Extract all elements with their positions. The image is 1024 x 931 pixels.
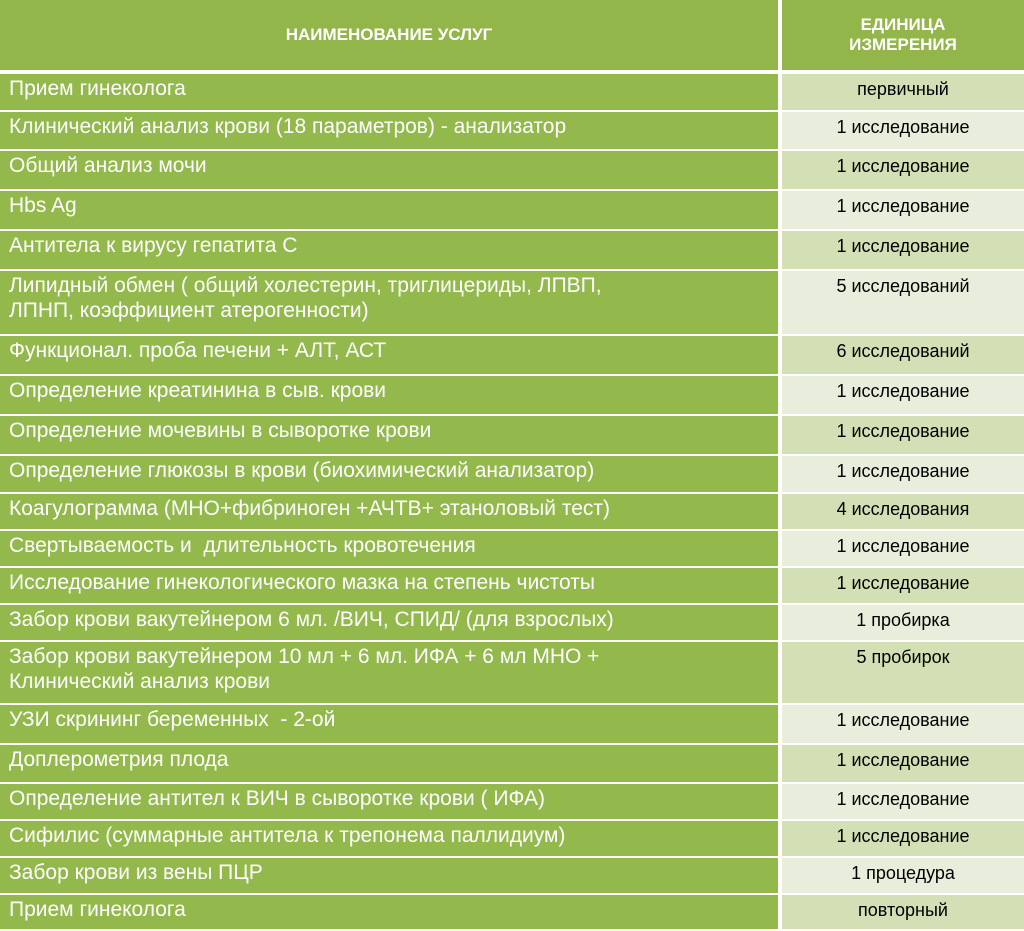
service-name: Доплерометрия плода xyxy=(0,745,782,784)
service-unit: 1 исследование xyxy=(782,191,1024,231)
table-row xyxy=(0,745,1024,784)
table-row xyxy=(0,531,1024,568)
table-row xyxy=(0,112,1024,151)
header-unit xyxy=(782,0,1024,74)
service-name: Свертываемость и длительность кровотечения xyxy=(0,531,782,568)
service-name: Общий анализ мочи xyxy=(0,151,782,191)
service-name: Функционал. проба печени + АЛТ, АСТ xyxy=(0,336,782,376)
service-name: Забор крови из вены ПЦР xyxy=(0,858,782,895)
table-row xyxy=(0,416,1024,456)
table-row xyxy=(0,376,1024,416)
table-row xyxy=(0,605,1024,642)
service-unit: 1 исследование xyxy=(782,705,1024,745)
table-row xyxy=(0,705,1024,745)
service-unit: первичный xyxy=(782,74,1024,112)
service-unit: 1 процедура xyxy=(782,858,1024,895)
service-unit: 1 исследование xyxy=(782,231,1024,271)
service-name: Забор крови вакутейнером 6 мл. /ВИЧ, СПИД/ (для взрослых) xyxy=(0,605,782,642)
service-unit: 1 исследование xyxy=(782,416,1024,456)
table-row xyxy=(0,821,1024,858)
table-row xyxy=(0,231,1024,271)
header-service-name: НАИМЕНОВАНИЕ УСЛУГ xyxy=(0,0,782,74)
service-unit: 1 исследование xyxy=(782,151,1024,191)
service-name: Забор крови вакутейнером 10 мл + 6 мл. ИФА + 6 мл МНО + Клинический анализ крови xyxy=(0,642,782,705)
service-unit: 5 пробирок xyxy=(782,642,1024,705)
header-unit-line1: ЕДИНИЦА xyxy=(860,15,946,34)
table-row xyxy=(0,895,1024,931)
table-row xyxy=(0,568,1024,605)
service-unit: 1 исследование xyxy=(782,376,1024,416)
service-unit: 1 исследование xyxy=(782,112,1024,151)
table-row xyxy=(0,271,1024,336)
service-name: Клинический анализ крови (18 параметров) - анализатор xyxy=(0,112,782,151)
header-unit-line2: ИЗМЕРЕНИЯ xyxy=(849,35,957,54)
table-row xyxy=(0,494,1024,531)
service-unit: 1 исследование xyxy=(782,745,1024,784)
service-name: Определение антител к ВИЧ в сыворотке крови ( ИФА) xyxy=(0,784,782,821)
service-name: Антитела к вирусу гепатита С xyxy=(0,231,782,271)
service-name: Сифилис (суммарные антитела к трепонема паллидиум) xyxy=(0,821,782,858)
table-row xyxy=(0,336,1024,376)
table-row xyxy=(0,456,1024,494)
table-row xyxy=(0,858,1024,895)
service-unit: 1 исследование xyxy=(782,784,1024,821)
service-name: Определение мочевины в сыворотке крови xyxy=(0,416,782,456)
table-row xyxy=(0,74,1024,112)
service-name: Коагулограмма (МНО+фибриноген +АЧТВ+ этаноловый тест) xyxy=(0,494,782,531)
table-header-row xyxy=(0,0,1024,74)
table-row xyxy=(0,784,1024,821)
table-row xyxy=(0,191,1024,231)
service-name: Определение глюкозы в крови (биохимический анализатор) xyxy=(0,456,782,494)
table-row xyxy=(0,642,1024,705)
service-name: Hbs Ag xyxy=(0,191,782,231)
service-name: Прием гинеколога xyxy=(0,74,782,112)
service-unit: повторный xyxy=(782,895,1024,931)
service-unit: 4 исследования xyxy=(782,494,1024,531)
service-unit: 1 пробирка xyxy=(782,605,1024,642)
service-name: Исследование гинекологического мазка на степень чистоты xyxy=(0,568,782,605)
service-unit: 1 исследование xyxy=(782,531,1024,568)
service-name: Прием гинеколога xyxy=(0,895,782,931)
service-unit: 1 исследование xyxy=(782,456,1024,494)
service-name: УЗИ скрининг беременных - 2-ой xyxy=(0,705,782,745)
service-name: Липидный обмен ( общий холестерин, триглицериды, ЛПВП, ЛПНП, коэффициент атерогенности) xyxy=(0,271,782,336)
service-unit: 1 исследование xyxy=(782,821,1024,858)
service-name: Определение креатинина в сыв. крови xyxy=(0,376,782,416)
service-unit: 6 исследований xyxy=(782,336,1024,376)
table-row xyxy=(0,151,1024,191)
service-unit: 1 исследование xyxy=(782,568,1024,605)
service-unit: 5 исследований xyxy=(782,271,1024,336)
